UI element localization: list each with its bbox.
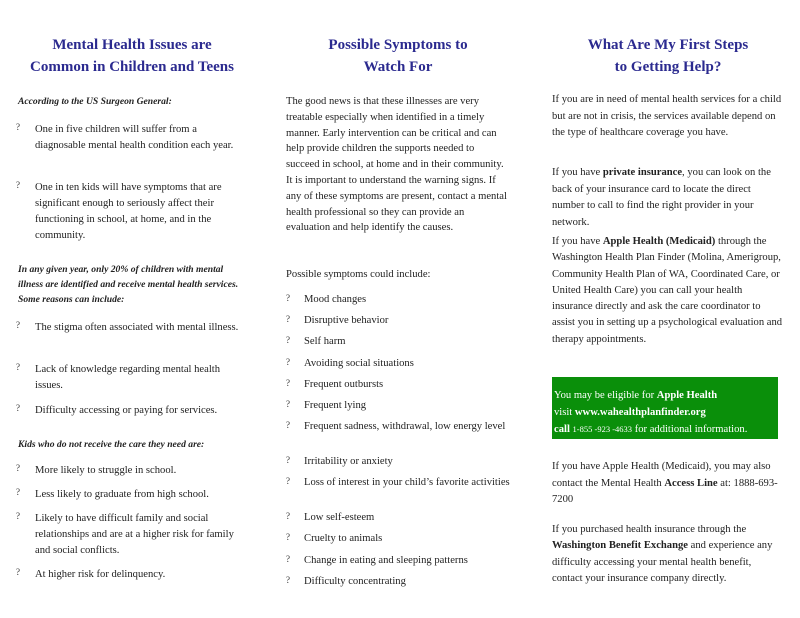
benefit-exchange-paragraph: If you purchased health insurance through the Washington Benefit Exchange and experience any difficulty accessing your mental health benefit, contact your insurance company directly.: [552, 524, 773, 584]
heading-line-1: Mental Health Issues are: [52, 37, 212, 53]
bullet-icon: ?: [16, 320, 20, 330]
list-item: ? Avoiding social situations: [286, 357, 414, 369]
plan-finder-link[interactable]: www.wahealthplanfinder.org: [574, 407, 706, 418]
bullet-icon: ?: [286, 357, 290, 367]
bullet-icon: ?: [286, 378, 290, 388]
surgeon-general-intro: According to the US Surgeon General:: [18, 96, 172, 107]
bullet-icon: ?: [286, 455, 290, 465]
list-item: ? More likely to struggle in school.: [16, 463, 177, 476]
list-item: ? Difficulty accessing or paying for services.: [16, 403, 218, 416]
access-line-paragraph: If you have Apple Health (Medicaid), you may also contact the Mental Health Access Line at: 1888-693-7200: [552, 461, 778, 505]
bullet-icon: ?: [286, 476, 290, 486]
bullet-icon: ?: [16, 362, 20, 372]
list-item: ? At higher risk for delinquency.: [16, 567, 166, 580]
list-item: ? The stigma often associated with mental illness.: [16, 320, 239, 333]
bullet-icon: ?: [286, 420, 290, 430]
bullet-icon: ?: [286, 554, 290, 564]
list-item: ? Frequent sadness, withdrawal, low energy level: [286, 420, 506, 432]
list-item: ? One in ten kids will have symptoms that are significant enough to seriously affect their functioning in school, at home, and in the community.: [16, 180, 222, 241]
bullet-icon: ?: [16, 511, 20, 521]
reasons-intro: In any given year, only 20% of children with mental illness are identified and receive mental health services. Some reasons can include:: [18, 264, 239, 305]
list-item: ? Cruelty to animals: [286, 532, 383, 544]
apple-health-paragraph: If you have Apple Health (Medicaid) through the Washington Health Plan Finder (Molina, Amerigroup, Community Health Plan of WA, Coordinated Care, or United Health Care) you can call your health insurance directly and ask the care coordinator to assist you in setting up a psychological evaluation and therapy appointments.: [552, 236, 783, 345]
not-in-crisis-paragraph: If you are in need of mental health services for a child but are not in crisis, the services available depend on the type of healthcare coverage you have.: [552, 94, 782, 138]
list-item: ? Lack of knowledge regarding mental health issues.: [16, 362, 221, 391]
section-heading: [16, 34, 248, 78]
column-possible-symptoms: [286, 0, 510, 618]
bullet-icon: ?: [286, 532, 290, 542]
bullet-icon: ?: [16, 180, 20, 190]
private-insurance-paragraph: If you have private insurance, you can look on the back of your insurance card to locate the direct number to call to find the right provider in your network.: [552, 167, 771, 228]
bullet-icon: ?: [286, 511, 290, 521]
column-first-steps: [552, 0, 784, 618]
phone-number: 1-855 -923 -4633: [572, 424, 633, 434]
heading-line-1: Possible Symptoms to: [328, 37, 468, 53]
heading-line-2: Common in Children and Teens: [30, 59, 234, 75]
apple-health-callout: You may be eligible for Apple Health visit www.wahealthplanfinder.org call 1-855 -923 -4633 for additional information.: [552, 377, 778, 439]
list-item: ? Mood changes: [286, 293, 367, 305]
list-item: ? Frequent lying: [286, 399, 367, 411]
list-item: ? Low self-esteem: [286, 511, 375, 523]
list-item: ? Difficulty concentrating: [286, 575, 406, 587]
heading-line-1: What Are My First Steps: [587, 37, 749, 53]
column-mental-health-issues: [16, 0, 248, 618]
list-item: ? Less likely to graduate from high school.: [16, 487, 209, 500]
symptoms-intro: Possible symptoms could include:: [286, 269, 431, 280]
bullet-icon: ?: [16, 487, 20, 497]
list-item: ? Change in eating and sleeping patterns: [286, 554, 468, 566]
bullet-icon: ?: [16, 403, 20, 413]
consequences-intro: Kids who do not receive the care they need are:: [18, 439, 205, 450]
bullet-icon: ?: [286, 575, 290, 585]
heading-line-2: Watch For: [363, 59, 433, 75]
bullet-icon: ?: [16, 463, 20, 473]
bullet-icon: ?: [16, 122, 20, 132]
bullet-icon: ?: [286, 314, 290, 324]
list-item: ? Irritability or anxiety: [286, 455, 393, 467]
section-heading: [552, 34, 784, 78]
list-item: ? Loss of interest in your child’s favorite activities: [286, 476, 510, 488]
list-item: ? Disruptive behavior: [286, 314, 389, 326]
heading-line-2: to Getting Help?: [614, 59, 722, 75]
bullet-icon: ?: [286, 335, 290, 345]
list-item: ? Self harm: [286, 335, 346, 347]
early-intervention-paragraph: The good news is that these illnesses are very treatable especially when identified in a timely manner. Early intervention can be critical and can help provide children the supports needed to succeed in school, at home and in their community. It is important to understand the warning signs. If any of these symptoms are present, contact a mental health professional so they can provide an evaluation and help identify the causes.: [286, 96, 507, 234]
bullet-icon: ?: [286, 293, 290, 303]
list-item: ? One in five children will suffer from a diagnosable mental health condition each year.: [16, 122, 234, 151]
list-item: ? Frequent outbursts: [286, 378, 384, 390]
bullet-icon: ?: [16, 567, 20, 577]
list-item: ? Likely to have difficult family and social relationships and are at a higher risk for family and social conflicts.: [16, 511, 234, 556]
bullet-icon: ?: [286, 399, 290, 409]
section-heading: [286, 34, 510, 78]
